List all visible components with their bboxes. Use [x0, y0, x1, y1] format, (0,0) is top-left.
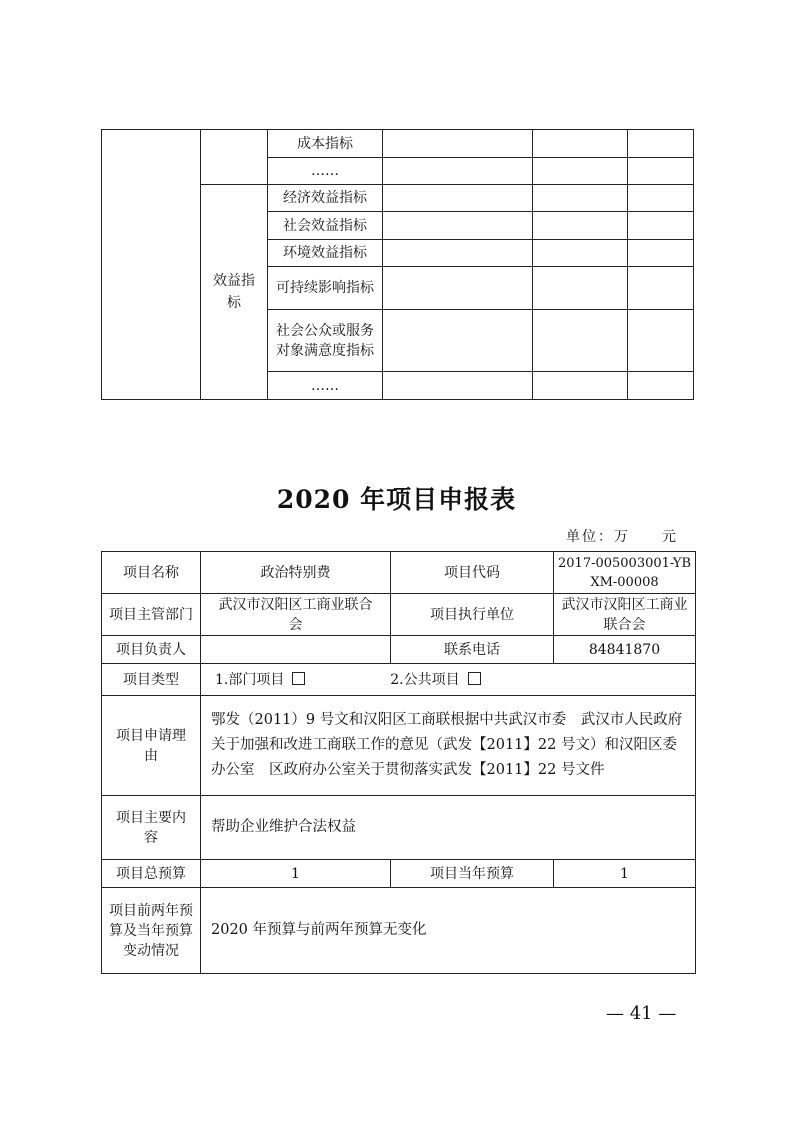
leader-value [201, 636, 391, 664]
reason-value: 鄂发（2011）9 号文和汉阳区工商联根据中共武汉市委 武汉市人民政府关于加强和改进工商联工作的意见（武发【2011】22 号文）和汉阳区委办公室 区政府办公室关于贯彻落实武发【2011】22 号文件 [201, 696, 696, 796]
benefit-group-label: 效益指标 [201, 185, 268, 400]
project-type-label: 项目类型 [102, 664, 201, 696]
dept-project-checkbox[interactable] [292, 672, 305, 685]
blank-category-cell [102, 130, 201, 400]
form-title: 2020 年项目申报表 [276, 485, 517, 514]
project-name-label: 项目名称 [102, 552, 201, 594]
project-code-value: 2017-005003001-YBXM-00008 [554, 552, 696, 594]
indicator-label: …… [268, 158, 383, 185]
leader-label: 项目负责人 [102, 636, 201, 664]
exec-unit-label: 项目执行单位 [391, 594, 554, 636]
year-budget-value: 1 [554, 860, 696, 888]
total-budget-value: 1 [201, 860, 391, 888]
budget-change-value: 2020 年预算与前两年预算无变化 [201, 888, 696, 974]
public-project-checkbox[interactable] [468, 672, 481, 685]
dept-value: 武汉市汉阳区工商业联合会 [201, 594, 391, 636]
indicator-label: 成本指标 [268, 130, 383, 158]
exec-unit-value: 武汉市汉阳区工商业联合会 [554, 594, 696, 636]
budget-change-label: 项目前两年预算及当年预算变动情况 [102, 888, 201, 974]
indicator-label: 社会公众或服务对象满意度指标 [268, 310, 383, 372]
blank-subcategory-cell [201, 130, 268, 185]
project-type-options [201, 664, 696, 696]
total-budget-label: 项目总预算 [102, 860, 201, 888]
dept-label: 项目主管部门 [102, 594, 201, 636]
content-value: 帮助企业维护合法权益 [201, 796, 696, 860]
indicator-label: 可持续影响指标 [268, 267, 383, 310]
reason-label: 项目申请理由 [102, 696, 201, 796]
indicator-label: 经济效益指标 [268, 185, 383, 212]
type-option-dept: 1.部门项目 [215, 671, 285, 688]
indicator-label: 环境效益指标 [268, 240, 383, 267]
indicator-label: …… [268, 372, 383, 400]
page-number: — 41 — [606, 1003, 677, 1024]
content-label: 项目主要内容 [102, 796, 201, 860]
indicator-table [101, 129, 694, 400]
indicator-label: 社会效益指标 [268, 212, 383, 240]
year-budget-label: 项目当年预算 [391, 860, 554, 888]
phone-label: 联系电话 [391, 636, 554, 664]
phone-value: 84841870 [554, 636, 696, 664]
application-form-table [101, 551, 696, 974]
type-option-public: 2.公共项目 [390, 671, 460, 688]
project-code-label: 项目代码 [391, 552, 554, 594]
unit-label: 单位：万 元 [566, 529, 678, 545]
project-name-value: 政治特别费 [201, 552, 391, 594]
